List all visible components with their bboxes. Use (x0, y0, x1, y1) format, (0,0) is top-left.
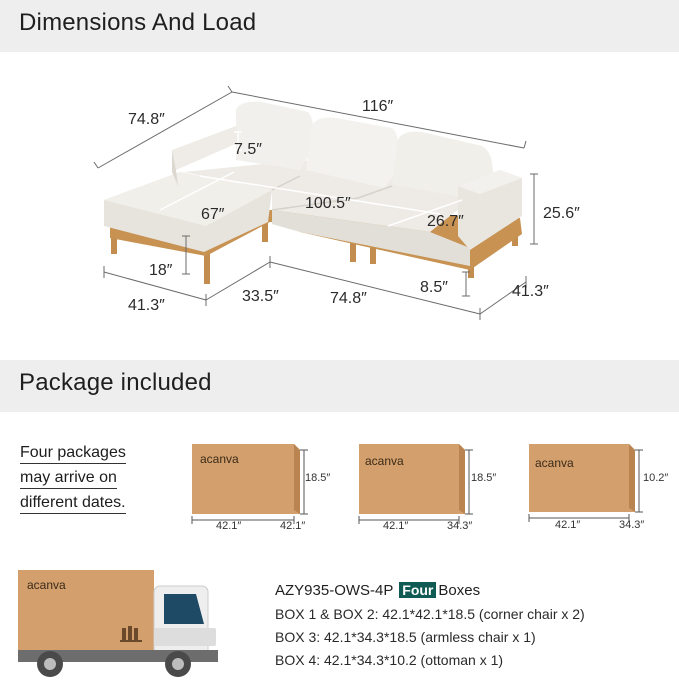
truck-brand: acanva (27, 578, 66, 592)
dim-front-width: 74.8″ (330, 290, 367, 307)
box-width: 42.1″ (216, 520, 242, 532)
package-spec (275, 582, 585, 668)
note-line: Four packages (20, 443, 126, 464)
spec-row: BOX 1 & BOX 2: 42.1*42.1*18.5 (corner chair x 2) (275, 606, 585, 622)
box-height: 18.5″ (305, 472, 331, 484)
package-box-2 (355, 440, 505, 532)
dim-width-total: 116″ (362, 98, 394, 115)
delivery-note (20, 441, 160, 516)
model-number: AZY935-OWS-4P (275, 582, 394, 599)
box-height: 18.5″ (471, 472, 497, 484)
dim-chaise-depth: 67″ (201, 206, 225, 223)
spec-row: BOX 4: 42.1*34.3*10.2 (ottoman x 1) (275, 652, 504, 668)
package-banner (0, 360, 679, 412)
box-depth: 34.3″ (619, 519, 645, 531)
box-width: 42.1″ (383, 520, 409, 532)
package-box-3 (525, 440, 675, 532)
box-depth: 34.3″ (447, 520, 473, 532)
dim-depth-left: 74.8″ (128, 111, 165, 128)
box-depth: 42.1″ (280, 520, 306, 532)
dim-seat-height: 18″ (149, 262, 173, 279)
sofa-dimension-diagram (0, 52, 679, 357)
dim-depth-right: 41.3″ (512, 283, 549, 300)
dim-arm-height: 7.5″ (234, 141, 262, 158)
dim-back-height: 25.6″ (543, 205, 580, 222)
dimensions-banner (0, 0, 679, 52)
box-count-badge: Four (399, 582, 436, 598)
note-line: different dates. (20, 493, 126, 514)
package-box-1 (188, 440, 333, 532)
box-count-suffix: Boxes (438, 582, 481, 599)
note-line: may arrive on (20, 468, 117, 489)
box-brand: acanva (200, 452, 239, 466)
box-brand: acanva (365, 454, 404, 468)
dim-chaise-width: 41.3″ (128, 297, 165, 314)
box-width: 42.1″ (555, 519, 581, 531)
package-title: Package included (19, 369, 212, 396)
dimensions-title: Dimensions And Load (19, 9, 257, 36)
dim-seat-width: 100.5″ (305, 195, 351, 212)
spec-row: BOX 3: 42.1*34.3*18.5 (armless chair x 1) (275, 629, 536, 645)
box-height: 10.2″ (643, 472, 669, 484)
dim-gap-depth: 33.5″ (242, 288, 279, 305)
box-brand: acanva (535, 456, 574, 470)
dim-leg-height: 8.5″ (420, 279, 448, 296)
dim-seat-depth: 26.7″ (427, 213, 464, 230)
